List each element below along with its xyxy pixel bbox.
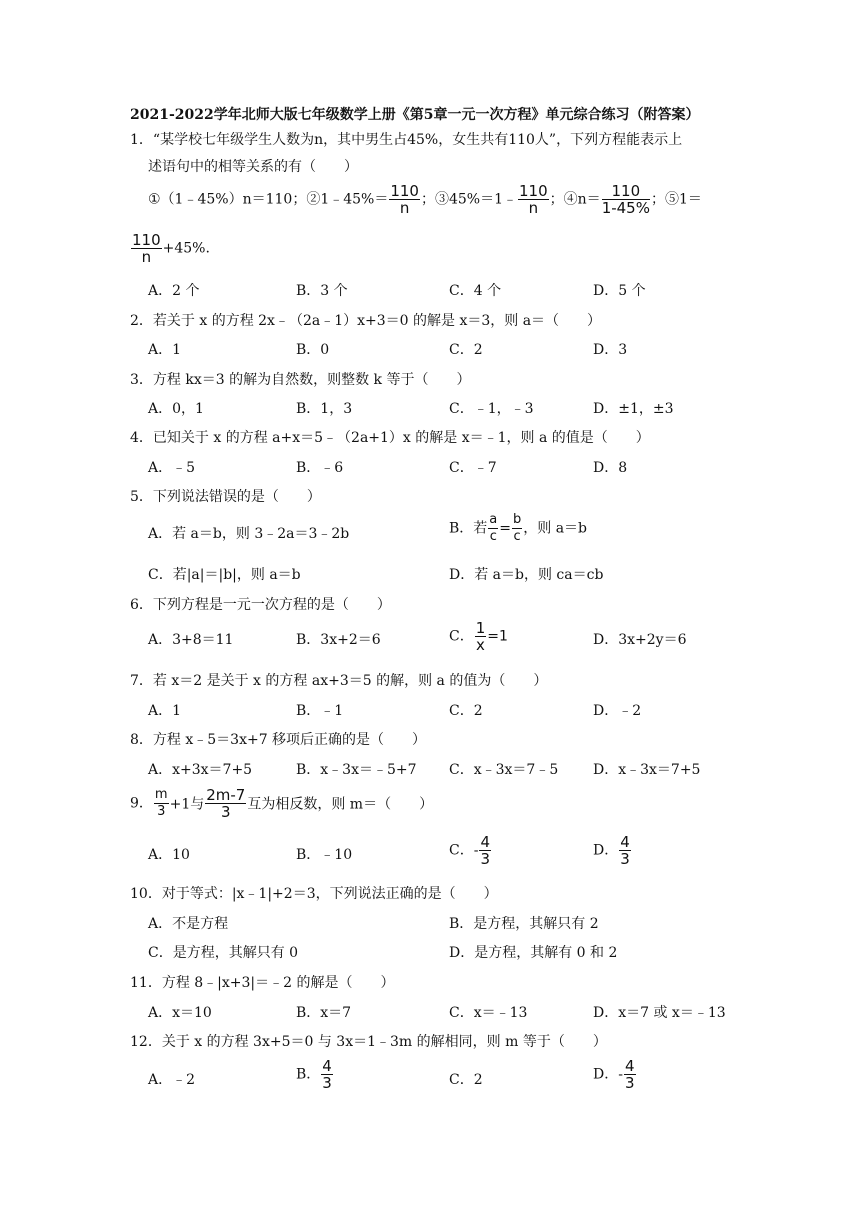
q6-option-d[interactable]: D．3x+2y＝6: [593, 632, 687, 648]
q7-option-d[interactable]: D．﹣2: [593, 703, 642, 719]
question-7-stem: 7．若 x＝2 是关于 x 的方程 ax+3＝5 的解，则 a 的值为（ ）: [130, 673, 548, 689]
fraction: $\frac{110}{n}$: [390, 182, 419, 217]
q6-option-a[interactable]: A．3+8＝11: [148, 632, 234, 648]
q9-option-d[interactable]: D． $\frac{4}{3}$: [593, 833, 630, 868]
q6-option-b[interactable]: B．3x+2＝6: [296, 632, 381, 648]
fraction: $\frac{110}{1-45\%}$: [601, 182, 650, 217]
q4-option-a[interactable]: A．﹣5: [148, 460, 196, 476]
fraction: $\frac{2m-7}{3}$: [206, 786, 246, 821]
question-1-stem: 1．“某学校七年级学生人数为n，其中男生占45%，女生共有110人”，下列方程能表示上: [130, 132, 683, 148]
question-12-stem: 12．关于 x 的方程 3x+5＝0 与 3x＝1﹣3m 的解相同，则 m 等于（ ）: [130, 1034, 607, 1050]
q7-option-a[interactable]: A．1: [148, 703, 182, 719]
q12-option-c[interactable]: C．2: [449, 1072, 483, 1088]
q8-option-d[interactable]: D．x﹣3x＝7+5: [593, 762, 701, 778]
question-2-stem: 2．若关于 x 的方程 2x﹣（2a﹣1）x+3＝0 的解是 x＝3，则 a＝（ ）: [130, 313, 602, 329]
q4-option-b[interactable]: B．﹣6: [296, 460, 344, 476]
question-5-stem: 5．下列说法错误的是（ ）: [130, 489, 321, 505]
q5-option-d[interactable]: D．若 a＝b，则 ca＝cb: [449, 567, 604, 583]
q9-option-a[interactable]: A．10: [148, 847, 190, 863]
q6-option-c[interactable]: C． $\frac{1}{x}$ =1: [449, 619, 508, 654]
fraction: $\frac{4}{3}$: [620, 833, 630, 868]
q11-option-a[interactable]: A．x＝10: [148, 1005, 212, 1021]
q1-option-a[interactable]: A．2 个: [148, 283, 200, 299]
q2-option-c[interactable]: C．2: [449, 342, 483, 358]
question-3-stem: 3．方程 kx＝3 的解为自然数，则整数 k 等于（ ）: [130, 372, 471, 388]
question-9-stem: 9． $\frac{m}{3}$ +1与 $\frac{2m-7}{3}$ 互为相反数，则 m＝（ ）: [130, 786, 434, 821]
q10-option-b[interactable]: B．是方程，其解只有 2: [449, 916, 599, 932]
q3-option-c[interactable]: C．﹣1，﹣3: [449, 401, 534, 417]
q5-option-a[interactable]: A．若 a＝b，则 3﹣2a＝3﹣2b: [148, 526, 350, 542]
fraction: $\frac{m}{3}$: [154, 787, 168, 819]
q3-option-b[interactable]: B．1，3: [296, 401, 353, 417]
q5-option-c[interactable]: C．若|a|＝|b|，则 a＝b: [148, 567, 301, 583]
question-1-equations: ①（1﹣45%）n＝110；②1﹣45%＝ $\frac{110}{n}$ ；③45%＝1﹣ $\frac{110}{n}$ ；④n＝ $\frac{110}{1-45\%}$ ；⑤1＝: [148, 182, 702, 217]
q12-option-a[interactable]: A．﹣2: [148, 1072, 196, 1088]
q11-option-d[interactable]: D．x＝7 或 x＝﹣13: [593, 1005, 726, 1021]
question-1-stem-cont: 述语句中的相等关系的有（ ）: [148, 159, 358, 175]
fraction: $\frac{110}{n}$: [519, 182, 548, 217]
q8-option-b[interactable]: B．x﹣3x＝﹣5+7: [296, 762, 417, 778]
question-1-equations-cont: $\frac{110}{n}$ +45%.: [132, 231, 210, 266]
fraction: $\frac{4}{3}$: [322, 1057, 332, 1092]
q4-option-d[interactable]: D．8: [593, 460, 628, 476]
q1-option-c[interactable]: C．4 个: [449, 283, 502, 299]
fraction: $\frac{b}{c}$: [513, 512, 522, 544]
fraction: $\frac{4}{3}$: [480, 833, 490, 868]
q9-option-b[interactable]: B．﹣10: [296, 847, 353, 863]
question-11-stem: 11．方程 8﹣|x+3|＝﹣2 的解是（ ）: [130, 975, 395, 991]
q10-option-a[interactable]: A．不是方程: [148, 916, 229, 932]
fraction: $\frac{a}{c}$: [489, 512, 498, 544]
q7-option-b[interactable]: B．﹣1: [296, 703, 344, 719]
question-6-stem: 6．下列方程是一元一次方程的是（ ）: [130, 597, 391, 613]
q12-option-d[interactable]: D．- $\frac{4}{3}$: [593, 1057, 635, 1092]
question-10-stem: 10．对于等式：|x﹣1|+2＝3，下列说法正确的是（ ）: [130, 886, 498, 902]
q3-option-a[interactable]: A．0，1: [148, 401, 204, 417]
q4-option-c[interactable]: C．﹣7: [449, 460, 497, 476]
q12-option-b[interactable]: B． $\frac{4}{3}$: [296, 1057, 332, 1092]
fraction: $\frac{4}{3}$: [624, 1057, 635, 1092]
q7-option-c[interactable]: C．2: [449, 703, 483, 719]
q2-option-a[interactable]: A．1: [148, 342, 182, 358]
q10-option-c[interactable]: C．是方程，其解只有 0: [148, 945, 299, 961]
q2-option-b[interactable]: B．0: [296, 342, 330, 358]
q8-option-a[interactable]: A．x+3x＝7+5: [148, 762, 253, 778]
fraction: $\frac{1}{x}$: [475, 619, 486, 654]
q8-option-c[interactable]: C．x﹣3x＝7﹣5: [449, 762, 559, 778]
page-title: 2021-2022学年北师大版七年级数学上册《第5章一元一次方程》单元综合练习（附答案）: [130, 107, 700, 123]
q3-option-d[interactable]: D．±1，±3: [593, 401, 674, 417]
fraction: $\frac{110}{n}$: [132, 231, 161, 266]
q5-option-b[interactable]: B．若 $\frac{a}{c}$ = $\frac{b}{c}$ ，则 a＝b: [449, 512, 588, 544]
question-4-stem: 4．已知关于 x 的方程 a+x＝5﹣（2a+1）x 的解是 x＝﹣1，则 a 的值是（ ）: [130, 430, 650, 446]
question-8-stem: 8．方程 x﹣5＝3x+7 移项后正确的是（ ）: [130, 732, 427, 748]
q10-option-d[interactable]: D．是方程，其解有 0 和 2: [449, 945, 618, 961]
q1-option-b[interactable]: B．3 个: [296, 283, 348, 299]
q11-option-b[interactable]: B．x＝7: [296, 1005, 352, 1021]
q9-option-c[interactable]: C．- $\frac{4}{3}$: [449, 833, 490, 868]
q11-option-c[interactable]: C．x＝﹣13: [449, 1005, 528, 1021]
q2-option-d[interactable]: D．3: [593, 342, 628, 358]
q1-option-d[interactable]: D．5 个: [593, 283, 646, 299]
